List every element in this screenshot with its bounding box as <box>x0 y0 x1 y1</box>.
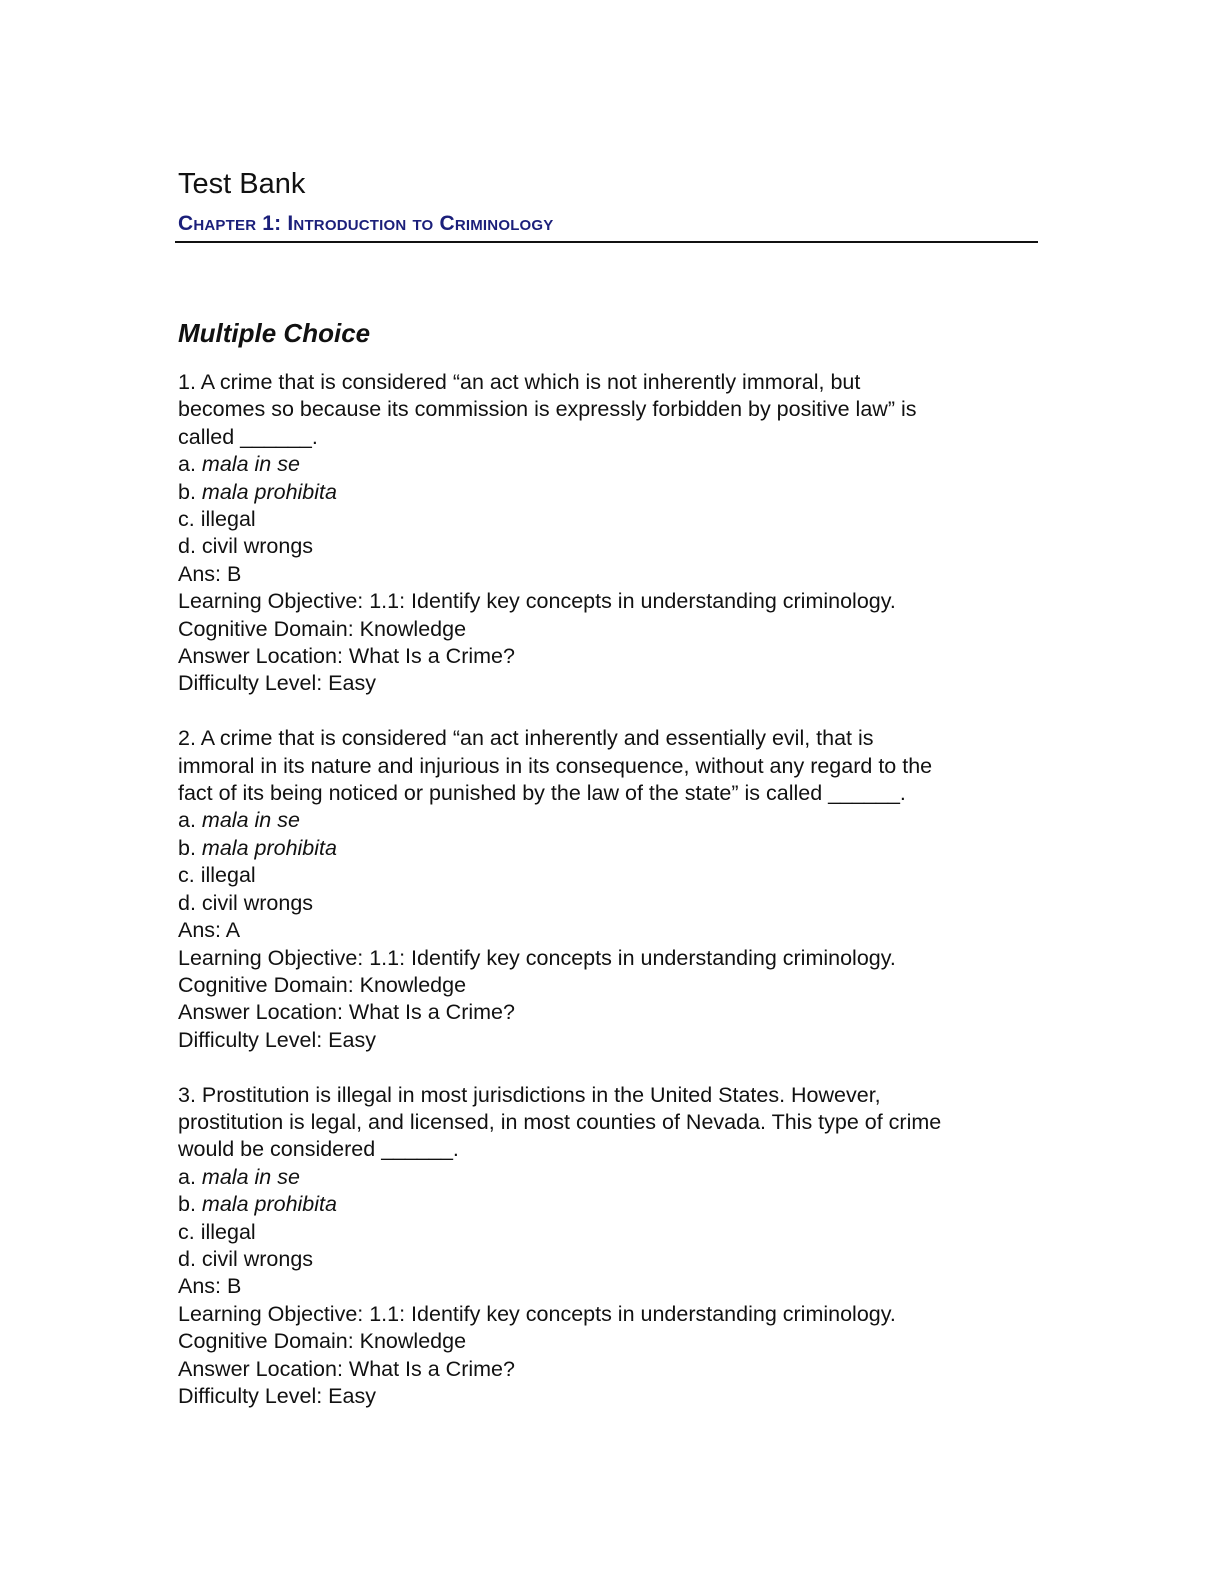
question-stem-line: would be considered ______. <box>178 1137 459 1162</box>
question-stem-line: 2. A crime that is considered “an act inherently and essentially evil, that is <box>178 726 874 751</box>
cognitive-domain: Cognitive Domain: Knowledge <box>178 972 467 997</box>
answer-location: Answer Location: What Is a Crime? <box>178 1356 515 1381</box>
answer-option-c <box>178 1219 1038 1246</box>
option-text: mala in se <box>201 1164 300 1189</box>
option-letter: d. <box>178 1246 196 1271</box>
question-list <box>178 369 1038 1410</box>
chapter-heading: Chapter 1: Introduction to Criminology <box>175 211 1038 243</box>
answer-key: Ans: B <box>178 1274 242 1299</box>
answer-option-b <box>178 1191 1038 1218</box>
option-letter: b. <box>178 479 196 504</box>
option-letter: c. <box>178 507 195 532</box>
question-stem-line: immoral in its nature and injurious in its consequence, without any regard to the <box>178 753 933 778</box>
question-item <box>178 725 1038 1054</box>
difficulty-level: Difficulty Level: Easy <box>178 1027 376 1052</box>
option-letter: b. <box>178 1192 196 1217</box>
answer-option-d <box>178 1246 1038 1273</box>
answer-location: Answer Location: What Is a Crime? <box>178 644 515 669</box>
option-text: illegal <box>200 863 256 888</box>
option-text: mala in se <box>201 452 300 477</box>
question-stem-line: prostitution is legal, and licensed, in most counties of Nevada. This type of crime <box>178 1109 942 1134</box>
option-text: mala prohibita <box>201 479 337 504</box>
difficulty-level: Difficulty Level: Easy <box>178 671 376 696</box>
section-heading: Multiple Choice <box>178 318 371 348</box>
cognitive-domain: Cognitive Domain: Knowledge <box>178 616 467 641</box>
question-stem-line: called ______. <box>178 424 318 449</box>
option-text: civil wrongs <box>201 534 314 559</box>
option-letter: c. <box>178 863 195 888</box>
answer-option-b <box>178 479 1038 506</box>
document-page <box>178 166 1038 1438</box>
option-text: mala prohibita <box>201 1192 337 1217</box>
answer-key: Ans: B <box>178 561 242 586</box>
option-letter: d. <box>178 890 196 915</box>
answer-option-c <box>178 506 1038 533</box>
difficulty-level: Difficulty Level: Easy <box>178 1384 376 1408</box>
question-stem-line: becomes so because its commission is expressly forbidden by positive law” is <box>178 397 917 422</box>
answer-option-d <box>178 533 1038 560</box>
option-text: civil wrongs <box>201 1246 314 1271</box>
option-text: illegal <box>200 507 256 532</box>
option-text: civil wrongs <box>201 890 314 915</box>
question-item <box>178 1082 1038 1411</box>
learning-objective: Learning Objective: 1.1: Identify key concepts in understanding criminology. <box>178 589 896 614</box>
option-letter: d. <box>178 534 196 559</box>
answer-option-a <box>178 1164 1038 1191</box>
cognitive-domain: Cognitive Domain: Knowledge <box>178 1329 467 1354</box>
option-letter: a. <box>178 452 196 477</box>
question-stem-line: 3. Prostitution is illegal in most jurisdictions in the United States. However, <box>178 1082 881 1107</box>
question-item <box>178 369 1038 698</box>
option-letter: c. <box>178 1219 195 1244</box>
answer-option-d <box>178 890 1038 917</box>
answer-option-a <box>178 451 1038 478</box>
answer-location: Answer Location: What Is a Crime? <box>178 1000 515 1025</box>
option-letter: b. <box>178 835 196 860</box>
option-text: mala in se <box>201 808 300 833</box>
learning-objective: Learning Objective: 1.1: Identify key concepts in understanding criminology. <box>178 1301 896 1326</box>
answer-option-a <box>178 807 1038 834</box>
learning-objective: Learning Objective: 1.1: Identify key concepts in understanding criminology. <box>178 945 896 970</box>
option-letter: a. <box>178 808 196 833</box>
question-stem-line: 1. A crime that is considered “an act which is not inherently immoral, but <box>178 370 861 394</box>
option-letter: a. <box>178 1164 196 1189</box>
answer-option-b <box>178 835 1038 862</box>
answer-option-c <box>178 862 1038 889</box>
question-stem-line: fact of its being noticed or punished by the law of the state” is called ______. <box>178 781 906 806</box>
option-text: illegal <box>200 1219 256 1244</box>
answer-key: Ans: A <box>178 918 241 943</box>
document-title: Test Bank <box>178 168 306 200</box>
option-text: mala prohibita <box>201 835 337 860</box>
